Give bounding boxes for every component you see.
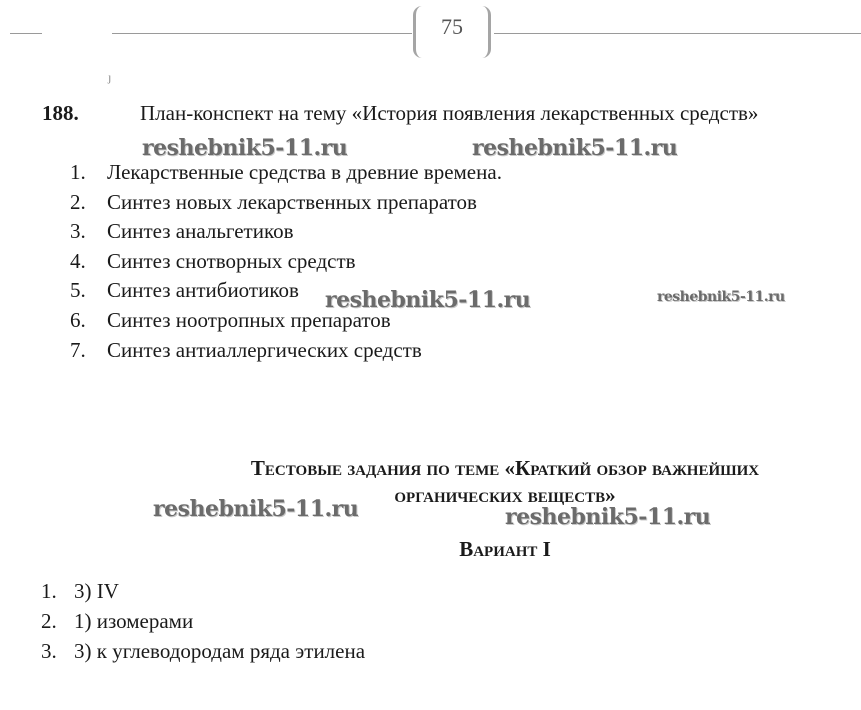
header-rule-left-short bbox=[10, 33, 42, 34]
answer-item bbox=[41, 636, 365, 666]
header-rule-right bbox=[494, 33, 861, 34]
answer-text: 3) к углеводородам ряда этилена bbox=[74, 639, 366, 663]
answer-item bbox=[41, 576, 365, 606]
answer-item bbox=[41, 606, 365, 636]
plan-item bbox=[70, 188, 502, 218]
answer-number: 1. bbox=[41, 579, 57, 603]
plan-item-text: Синтез снотворных средств bbox=[107, 248, 356, 273]
plan-item-number: 3. bbox=[70, 219, 86, 244]
watermark: reshebnik5-11.ru bbox=[153, 496, 359, 522]
variant-heading: Вариант I bbox=[459, 537, 551, 561]
page-number: 75 bbox=[441, 14, 463, 39]
answer-text: 3) IV bbox=[74, 579, 119, 603]
plan-item bbox=[70, 217, 502, 247]
plan-item-number: 4. bbox=[70, 248, 86, 273]
plan-list bbox=[70, 158, 502, 365]
plan-item-number: 2. bbox=[70, 189, 86, 214]
plan-item-text: Синтез анальгетиков bbox=[107, 219, 294, 244]
answer-number: 2. bbox=[41, 609, 57, 633]
plan-item-number: 5. bbox=[70, 278, 86, 303]
plan-item-text: Лекарственные средства в древние времена. bbox=[107, 160, 502, 184]
stray-mark: ȷ bbox=[108, 70, 112, 84]
plan-item bbox=[70, 336, 502, 366]
header-rule-left bbox=[112, 33, 412, 34]
section-title-line-2: органических веществ» bbox=[394, 483, 616, 507]
watermark: reshebnik5-11.ru bbox=[472, 135, 678, 161]
plan-item bbox=[70, 247, 502, 277]
answers-list bbox=[41, 576, 365, 666]
watermark: reshebnik5-11.ru bbox=[657, 289, 785, 305]
plan-item-text: Синтез новых лекарственных препаратов bbox=[107, 189, 477, 214]
plan-item-text: Синтез антибиотиков bbox=[107, 278, 299, 303]
answer-number: 3. bbox=[41, 639, 57, 663]
plan-item-text: Синтез антиаллергических средств bbox=[107, 337, 422, 362]
plan-item-text: Синтез ноотропных препаратов bbox=[107, 307, 391, 332]
answer-text: 1) изомерами bbox=[74, 609, 194, 633]
plan-item-number: 1. bbox=[70, 160, 86, 184]
watermark: reshebnik5-11.ru bbox=[325, 287, 531, 313]
plan-item-number: 6. bbox=[70, 307, 86, 332]
section-title-line-1: Тестовые задания по теме «Краткий обзор важнейших bbox=[250, 456, 760, 480]
watermark: reshebnik5-11.ru bbox=[505, 504, 711, 530]
plan-item-number: 7. bbox=[70, 337, 86, 362]
plan-item bbox=[70, 158, 502, 188]
watermark: reshebnik5-11.ru bbox=[142, 135, 348, 161]
task-number: 188. bbox=[42, 101, 79, 125]
task-title: План-конспект на тему «История появления лекарственных средств» bbox=[140, 101, 759, 125]
